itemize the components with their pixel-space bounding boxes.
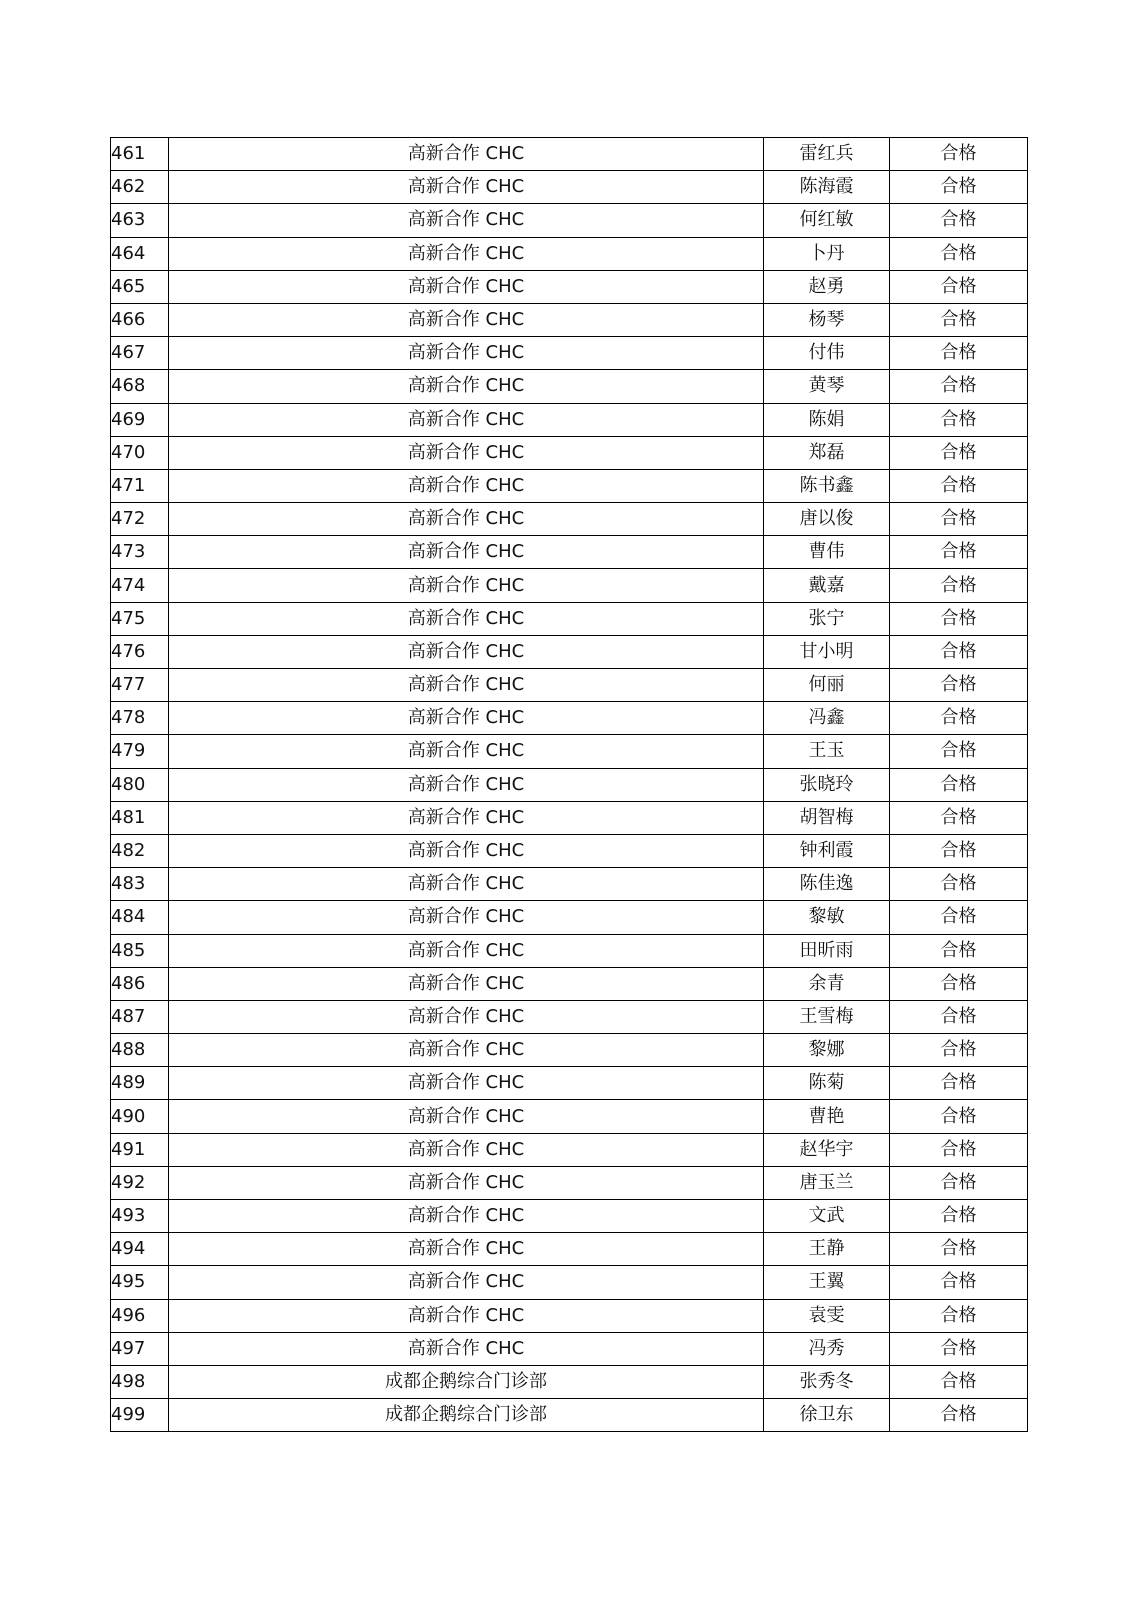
person-name-cell: 赵华宇 [764,1133,890,1166]
table-row [111,436,1028,469]
result-cell: 合格 [890,536,1028,569]
institution-cell: 高新合作 CHC [169,702,764,735]
person-name-cell: 陈菊 [764,1067,890,1100]
institution-cell: 高新合作 CHC [169,1233,764,1266]
row-number-cell: 480 [111,768,169,801]
person-name-cell: 王静 [764,1233,890,1266]
institution-cell: 高新合作 CHC [169,204,764,237]
table-row [111,834,1028,867]
result-cell: 合格 [890,436,1028,469]
result-cell: 合格 [890,934,1028,967]
table-row [111,868,1028,901]
table-row [111,1166,1028,1199]
person-name-cell: 唐玉兰 [764,1166,890,1199]
institution-cell: 高新合作 CHC [169,237,764,270]
result-cell: 合格 [890,270,1028,303]
table-row [111,204,1028,237]
row-number-cell: 466 [111,303,169,336]
institution-cell: 高新合作 CHC [169,768,764,801]
result-cell: 合格 [890,370,1028,403]
row-number-cell: 489 [111,1067,169,1100]
result-cell: 合格 [890,1067,1028,1100]
row-number-cell: 463 [111,204,169,237]
institution-cell: 高新合作 CHC [169,834,764,867]
person-name-cell: 王雪梅 [764,1000,890,1033]
table-row [111,171,1028,204]
institution-cell: 高新合作 CHC [169,569,764,602]
table-row [111,403,1028,436]
result-cell: 合格 [890,735,1028,768]
institution-cell: 高新合作 CHC [169,1034,764,1067]
person-name-cell: 胡智梅 [764,801,890,834]
person-name-cell: 何丽 [764,669,890,702]
result-cell: 合格 [890,237,1028,270]
result-cell: 合格 [890,901,1028,934]
result-cell: 合格 [890,1365,1028,1398]
row-number-cell: 487 [111,1000,169,1033]
row-number-cell: 467 [111,337,169,370]
institution-cell: 高新合作 CHC [169,403,764,436]
result-cell: 合格 [890,303,1028,336]
result-cell: 合格 [890,669,1028,702]
row-number-cell: 488 [111,1034,169,1067]
table-row [111,1399,1028,1432]
institution-cell: 高新合作 CHC [169,1200,764,1233]
result-cell: 合格 [890,138,1028,171]
row-number-cell: 493 [111,1200,169,1233]
table-row [111,270,1028,303]
table-row [111,602,1028,635]
result-cell: 合格 [890,834,1028,867]
person-name-cell: 雷红兵 [764,138,890,171]
result-cell: 合格 [890,1000,1028,1033]
result-cell: 合格 [890,204,1028,237]
institution-cell: 高新合作 CHC [169,635,764,668]
row-number-cell: 465 [111,270,169,303]
person-name-cell: 黎敏 [764,901,890,934]
person-name-cell: 黎娜 [764,1034,890,1067]
table-row [111,503,1028,536]
result-cell: 合格 [890,1299,1028,1332]
table-row [111,1034,1028,1067]
row-number-cell: 478 [111,702,169,735]
result-cell: 合格 [890,503,1028,536]
row-number-cell: 499 [111,1399,169,1432]
person-name-cell: 曹伟 [764,536,890,569]
row-number-cell: 477 [111,669,169,702]
result-cell: 合格 [890,1133,1028,1166]
person-name-cell: 陈海霞 [764,171,890,204]
institution-cell: 高新合作 CHC [169,801,764,834]
institution-cell: 高新合作 CHC [169,1299,764,1332]
result-cell: 合格 [890,602,1028,635]
person-name-cell: 陈佳逸 [764,868,890,901]
row-number-cell: 464 [111,237,169,270]
result-cell: 合格 [890,967,1028,1000]
row-number-cell: 462 [111,171,169,204]
results-table [110,137,1028,1432]
institution-cell: 高新合作 CHC [169,1266,764,1299]
row-number-cell: 472 [111,503,169,536]
person-name-cell: 卜丹 [764,237,890,270]
person-name-cell: 何红敏 [764,204,890,237]
row-number-cell: 483 [111,868,169,901]
person-name-cell: 王翼 [764,1266,890,1299]
result-cell: 合格 [890,635,1028,668]
table-row [111,569,1028,602]
person-name-cell: 戴嘉 [764,569,890,602]
table-row [111,138,1028,171]
table-row [111,1299,1028,1332]
table-row [111,337,1028,370]
person-name-cell: 袁雯 [764,1299,890,1332]
result-cell: 合格 [890,171,1028,204]
row-number-cell: 474 [111,569,169,602]
institution-cell: 高新合作 CHC [169,1067,764,1100]
institution-cell: 高新合作 CHC [169,303,764,336]
table-row [111,1332,1028,1365]
row-number-cell: 494 [111,1233,169,1266]
institution-cell: 成都企鹅综合门诊部 [169,1399,764,1432]
row-number-cell: 470 [111,436,169,469]
row-number-cell: 491 [111,1133,169,1166]
institution-cell: 高新合作 CHC [169,138,764,171]
result-cell: 合格 [890,403,1028,436]
institution-cell: 高新合作 CHC [169,1133,764,1166]
results-table-body [111,138,1028,1432]
table-row [111,635,1028,668]
institution-cell: 高新合作 CHC [169,901,764,934]
table-row [111,1233,1028,1266]
institution-cell: 成都企鹅综合门诊部 [169,1365,764,1398]
institution-cell: 高新合作 CHC [169,1332,764,1365]
person-name-cell: 陈娟 [764,403,890,436]
person-name-cell: 张宁 [764,602,890,635]
row-number-cell: 496 [111,1299,169,1332]
result-cell: 合格 [890,1166,1028,1199]
person-name-cell: 王玉 [764,735,890,768]
row-number-cell: 461 [111,138,169,171]
result-cell: 合格 [890,702,1028,735]
table-row [111,1100,1028,1133]
table-row [111,370,1028,403]
row-number-cell: 498 [111,1365,169,1398]
result-cell: 合格 [890,1034,1028,1067]
institution-cell: 高新合作 CHC [169,934,764,967]
row-number-cell: 490 [111,1100,169,1133]
row-number-cell: 497 [111,1332,169,1365]
result-cell: 合格 [890,1100,1028,1133]
table-row [111,237,1028,270]
table-row [111,768,1028,801]
row-number-cell: 471 [111,469,169,502]
table-row [111,702,1028,735]
result-cell: 合格 [890,1233,1028,1266]
table-row [111,901,1028,934]
row-number-cell: 482 [111,834,169,867]
institution-cell: 高新合作 CHC [169,1000,764,1033]
institution-cell: 高新合作 CHC [169,171,764,204]
person-name-cell: 余青 [764,967,890,1000]
institution-cell: 高新合作 CHC [169,1100,764,1133]
person-name-cell: 徐卫东 [764,1399,890,1432]
person-name-cell: 唐以俊 [764,503,890,536]
row-number-cell: 473 [111,536,169,569]
person-name-cell: 付伟 [764,337,890,370]
person-name-cell: 冯秀 [764,1332,890,1365]
row-number-cell: 486 [111,967,169,1000]
result-cell: 合格 [890,469,1028,502]
table-row [111,801,1028,834]
table-row [111,469,1028,502]
table-row [111,967,1028,1000]
institution-cell: 高新合作 CHC [169,337,764,370]
institution-cell: 高新合作 CHC [169,503,764,536]
result-cell: 合格 [890,868,1028,901]
table-row [111,1000,1028,1033]
person-name-cell: 甘小明 [764,635,890,668]
person-name-cell: 黄琴 [764,370,890,403]
table-row [111,1266,1028,1299]
row-number-cell: 468 [111,370,169,403]
table-row [111,303,1028,336]
institution-cell: 高新合作 CHC [169,270,764,303]
result-cell: 合格 [890,768,1028,801]
table-row [111,735,1028,768]
row-number-cell: 492 [111,1166,169,1199]
person-name-cell: 陈书鑫 [764,469,890,502]
table-row [111,1067,1028,1100]
institution-cell: 高新合作 CHC [169,967,764,1000]
row-number-cell: 484 [111,901,169,934]
institution-cell: 高新合作 CHC [169,436,764,469]
result-cell: 合格 [890,1399,1028,1432]
institution-cell: 高新合作 CHC [169,868,764,901]
result-cell: 合格 [890,569,1028,602]
row-number-cell: 476 [111,635,169,668]
result-cell: 合格 [890,337,1028,370]
result-cell: 合格 [890,1332,1028,1365]
table-row [111,1365,1028,1398]
result-cell: 合格 [890,801,1028,834]
institution-cell: 高新合作 CHC [169,669,764,702]
person-name-cell: 文武 [764,1200,890,1233]
table-row [111,934,1028,967]
person-name-cell: 张秀冬 [764,1365,890,1398]
person-name-cell: 曹艳 [764,1100,890,1133]
person-name-cell: 郑磊 [764,436,890,469]
row-number-cell: 485 [111,934,169,967]
person-name-cell: 张晓玲 [764,768,890,801]
institution-cell: 高新合作 CHC [169,735,764,768]
institution-cell: 高新合作 CHC [169,602,764,635]
institution-cell: 高新合作 CHC [169,469,764,502]
institution-cell: 高新合作 CHC [169,370,764,403]
row-number-cell: 475 [111,602,169,635]
table-row [111,669,1028,702]
table-row [111,536,1028,569]
table-row [111,1133,1028,1166]
row-number-cell: 495 [111,1266,169,1299]
person-name-cell: 杨琴 [764,303,890,336]
row-number-cell: 481 [111,801,169,834]
institution-cell: 高新合作 CHC [169,536,764,569]
row-number-cell: 479 [111,735,169,768]
result-cell: 合格 [890,1266,1028,1299]
person-name-cell: 田昕雨 [764,934,890,967]
table-row [111,1200,1028,1233]
result-cell: 合格 [890,1200,1028,1233]
person-name-cell: 赵勇 [764,270,890,303]
person-name-cell: 冯鑫 [764,702,890,735]
institution-cell: 高新合作 CHC [169,1166,764,1199]
row-number-cell: 469 [111,403,169,436]
person-name-cell: 钟利霞 [764,834,890,867]
